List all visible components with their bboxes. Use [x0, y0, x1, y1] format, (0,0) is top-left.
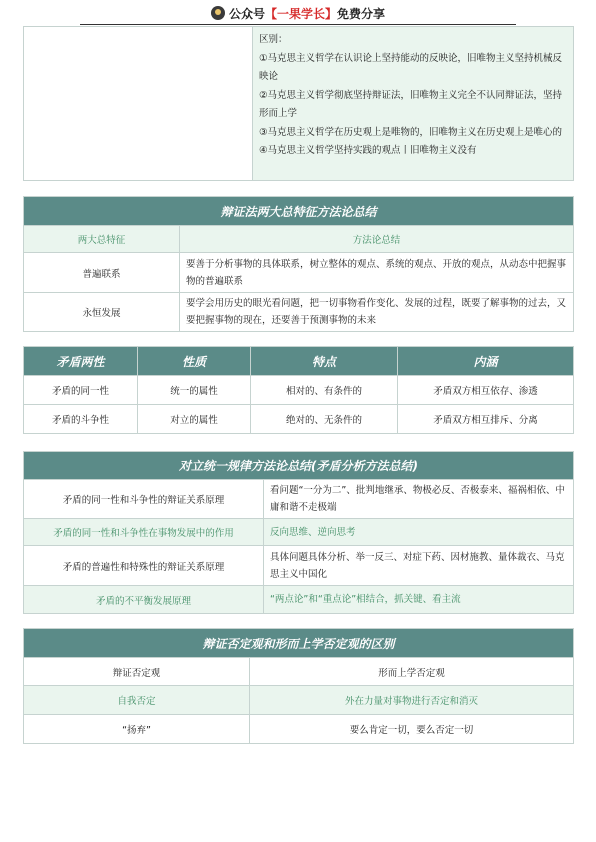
distinction-line-1: ①马克思主义哲学在认识论上坚持能动的反映论，旧唯物主义坚持机械反映论 [259, 52, 563, 82]
negation-row-2-metaphysical: 外在力量对事物进行否定和消灭 [250, 686, 574, 715]
unity-row-2-principle: 矛盾的同一性和斗争性在事物发展中的作用 [24, 519, 264, 546]
dialectics-table [23, 196, 574, 332]
contradiction-row-2-meaning: 矛盾双方相互排斥、分离 [398, 405, 574, 434]
unity-row-1-principle: 矛盾的同一性和斗争性的辩证关系原理 [24, 480, 264, 519]
contradiction-header-nature: 矛盾两性 [24, 347, 138, 376]
negation-row-1-dialectical: 辩证否定观 [24, 658, 250, 686]
contradiction-table [23, 346, 574, 434]
contradiction-row-2-feature: 绝对的、无条件的 [251, 405, 398, 434]
page-header [0, 4, 596, 24]
header-suffix: 免费分享 [337, 7, 386, 21]
header-brand: 【一果学长】 [264, 7, 337, 21]
unity-row-2-method: 反向思维、逆向思考 [264, 519, 574, 546]
unity-row-3-principle: 矛盾的普遍性和特殊性的辩证关系原理 [24, 546, 264, 586]
contradiction-header-property: 性质 [138, 347, 251, 376]
unity-row-1-method: 看问题“一分为二”、批判地继承、物极必反、否极泰来、福祸相依、中庸和谐不走极端 [264, 480, 574, 519]
contradiction-row-2-property: 对立的属性 [138, 405, 251, 434]
distinction-title: 区别： [259, 34, 288, 45]
negation-row-2-dialectical: 自我否定 [24, 686, 250, 715]
distinction-line-2: ②马克思主义哲学彻底坚持辩证法，旧唯物主义完全不认同辩证法，坚持形而上学 [259, 89, 563, 119]
account-logo-icon [211, 6, 225, 20]
header-prefix: 公众号 [228, 7, 265, 21]
dialectics-header-feature: 两大总特征 [24, 226, 180, 253]
negation-row-3-metaphysical: 要么肯定一切，要么否定一切 [250, 715, 574, 744]
contradiction-header-meaning: 内涵 [398, 347, 574, 376]
contradiction-row-1-property: 统一的属性 [138, 376, 251, 405]
header-divider [80, 24, 516, 25]
unity-row-4-method: “两点论”和“重点论”相结合，抓关键、看主流 [264, 586, 574, 614]
dialectics-row-1-feature: 普遍联系 [24, 253, 180, 293]
empty-cell [24, 27, 253, 181]
dialectics-row-1-method: 要善于分析事物的具体联系，树立整体的观点、系统的观点、开放的观点，从动态中把握事物的普遍联系 [180, 253, 574, 293]
unity-row-4-principle: 矛盾的不平衡发展原理 [24, 586, 264, 614]
contradiction-row-1-meaning: 矛盾双方相互依存、渗透 [398, 376, 574, 405]
distinction-table [23, 26, 574, 181]
dialectics-row-2-method: 要学会用历史的眼光看问题，把一切事物看作变化、发展的过程，既要了解事物的过去，又要把握事物的现在，还要善于预测事物的未来 [180, 293, 574, 332]
contradiction-row-1-nature: 矛盾的同一性 [24, 376, 138, 405]
distinction-line-4: ④马克思主义哲学坚持实践的观点丨旧唯物主义没有 [259, 145, 477, 156]
contradiction-header-feature: 特点 [251, 347, 398, 376]
dialectics-row-2-feature: 永恒发展 [24, 293, 180, 332]
negation-row-3-dialectical: “扬弃” [24, 715, 250, 744]
unity-table [23, 451, 574, 614]
contradiction-row-2-nature: 矛盾的斗争性 [24, 405, 138, 434]
negation-row-1-metaphysical: 形而上学否定观 [250, 658, 574, 686]
distinction-line-3: ③马克思主义哲学在历史观上是唯物的，旧唯物主义在历史观上是唯心的 [259, 126, 563, 138]
distinction-cell [253, 27, 574, 181]
negation-table-title: 辩证否定观和形而上学否定观的区别 [24, 629, 574, 658]
dialectics-header-method: 方法论总结 [180, 226, 574, 253]
unity-row-3-method: 具体问题具体分析、举一反三、对症下药、因材施教、量体裁衣、马克思主义中国化 [264, 546, 574, 586]
contradiction-row-1-feature: 相对的、有条件的 [251, 376, 398, 405]
unity-table-title: 对立统一规律方法论总结(矛盾分析方法总结) [24, 452, 574, 480]
negation-table [23, 628, 574, 744]
dialectics-table-title: 辩证法两大总特征方法论总结 [24, 197, 574, 226]
